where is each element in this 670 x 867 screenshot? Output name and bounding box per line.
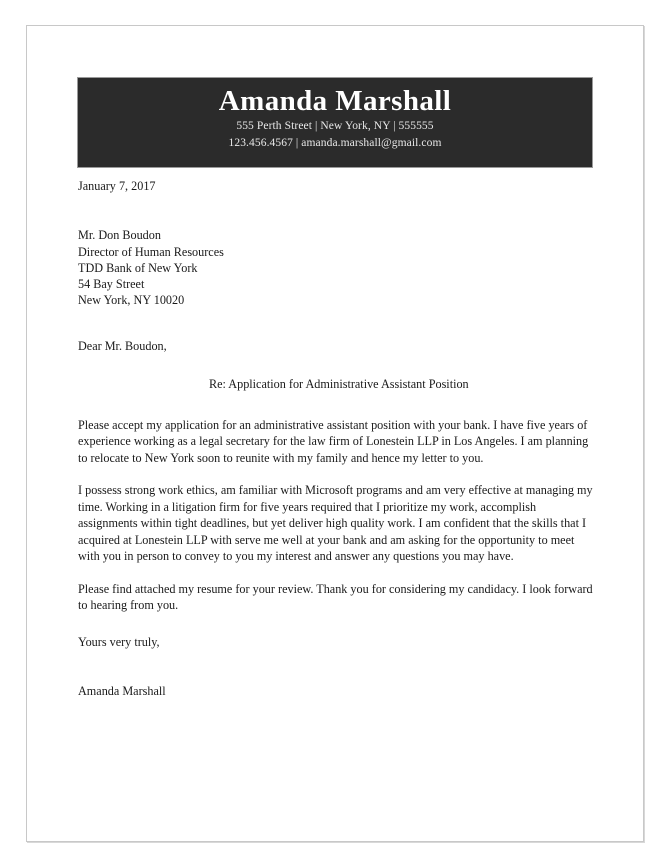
letterhead-banner (77, 77, 593, 168)
recipient-organization: TDD Bank of New York (78, 260, 198, 275)
letter-salutation: Dear Mr. Boudon, (78, 338, 167, 353)
letter-signature-name: Amanda Marshall (78, 684, 166, 699)
letter-paragraph: I possess strong work ethics, am familiar with Microsoft programs and am very effective at managing my time. Working in a litigation firm for five years required that I prioritize my work, accomplish assignments within tight deadlines, but yet deliver high quality work. I am confident that the skills that I acquired at Lonestein LLP with serve me well at your bank and am asking for the opportunity to meet with you in person to convey to you my interest and answer any questions you may have. (78, 483, 593, 564)
recipient-address-block (78, 227, 594, 308)
letter-date: January 7, 2017 (78, 179, 156, 193)
letter-paragraph: Please find attached my resume for your review. Thank you for considering my candidacy. I look forward to hearing from you. (78, 581, 593, 613)
letterhead-contact-line-2: 123.456.4567 | amanda.marshall@gmail.com (228, 137, 442, 150)
letter-page (26, 25, 644, 842)
recipient-title: Director of Human Resources (78, 244, 224, 259)
letter-body (78, 178, 594, 700)
letter-closing: Yours very truly, (78, 634, 160, 649)
letterhead-contact-line-1: 555 Perth Street | New York, NY | 555555 (236, 120, 434, 133)
recipient-name: Mr. Don Boudon (78, 228, 161, 243)
letterhead-name: Amanda Marshall (218, 85, 452, 117)
recipient-city-state-zip: New York, NY 10020 (78, 293, 185, 308)
letter-paragraph: Please accept my application for an administrative assistant position with your bank. I have five years of experience working as a legal secretary for the law firm of Lonestein LLP in Los Angeles. I am planning to relocate to New York soon to reunite with my family and hence my letter to you. (78, 417, 589, 465)
recipient-street: 54 Bay Street (78, 277, 145, 292)
letter-subject-line: Re: Application for Administrative Assistant Position (209, 377, 469, 392)
